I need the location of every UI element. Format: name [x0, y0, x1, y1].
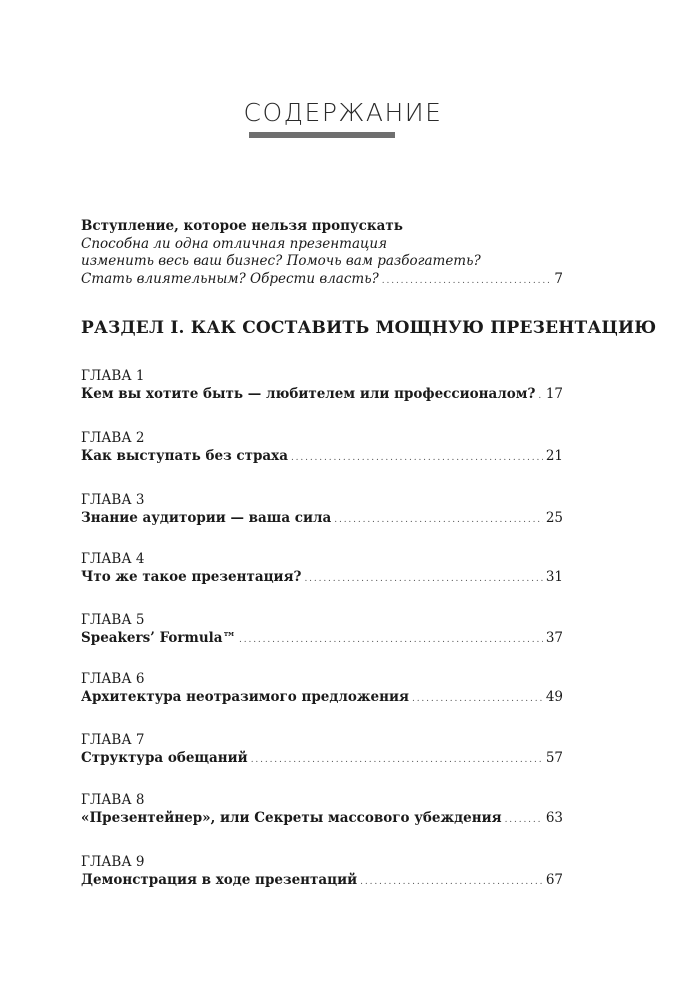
page-number: 67	[545, 872, 563, 888]
dot-leader	[291, 447, 543, 467]
chapter-title: «Презентейнер», или Секреты массового убеждения	[81, 810, 502, 826]
chapter-label: ГЛАВА 6	[81, 671, 145, 687]
chapter-label: ГЛАВА 9	[81, 854, 145, 870]
intro-heading: Вступление, которое нельзя пропускать	[81, 218, 403, 234]
dot-leader	[505, 809, 543, 829]
page-number: 63	[545, 810, 563, 826]
toc-chapter-1[interactable]	[81, 367, 563, 405]
chapter-label: ГЛАВА 7	[81, 732, 145, 748]
page-number: 25	[545, 510, 563, 526]
chapter-title: Знание аудитории — ваша сила	[81, 510, 332, 526]
title-underline-bar	[249, 132, 395, 138]
intro-subtitle-line: Стать влиятельным? Обрести власть?	[81, 270, 379, 287]
chapter-label: ГЛАВА 5	[81, 612, 145, 628]
dot-leader	[239, 629, 543, 649]
chapter-title: Что же такое презентация?	[81, 569, 302, 585]
section-title: РАЗДЕЛ I. КАК СОСТАВИТЬ МОЩНУЮ ПРЕЗЕНТАЦИЮ	[81, 318, 657, 338]
chapter-title: Кем вы хотите быть — любителем или профессионалом?	[81, 386, 536, 402]
chapter-label: ГЛАВА 2	[81, 430, 145, 446]
page-number: 7	[554, 270, 563, 287]
intro-subtitle-line: изменить весь ваш бизнес? Помочь вам разбогатеть?	[81, 253, 481, 269]
page-number: 49	[545, 689, 563, 705]
dot-leader	[412, 688, 543, 708]
chapter-label: ГЛАВА 1	[81, 368, 145, 384]
page-number: 57	[545, 750, 563, 766]
page-title: СОДЕРЖАНИЕ	[243, 98, 443, 127]
page-number: 21	[545, 448, 563, 464]
toc-chapter-6[interactable]	[81, 670, 563, 708]
toc-chapter-2[interactable]	[81, 429, 563, 467]
dot-leader	[334, 509, 543, 529]
toc-chapter-5[interactable]	[81, 611, 563, 649]
dot-leader	[304, 568, 542, 588]
chapter-label: ГЛАВА 8	[81, 792, 145, 808]
toc-chapter-3[interactable]	[81, 491, 563, 529]
intro-entry[interactable]	[81, 218, 563, 290]
toc-chapter-7[interactable]	[81, 731, 563, 769]
dot-leader	[382, 271, 552, 291]
chapter-label: ГЛАВА 4	[81, 551, 145, 567]
chapter-title: Структура обещаний	[81, 750, 248, 766]
toc-chapter-9[interactable]	[81, 853, 563, 891]
page-number: 31	[545, 569, 563, 585]
toc-chapter-8[interactable]	[81, 791, 563, 829]
chapter-title: Speakers’ Formula™	[81, 630, 237, 646]
chapter-label: ГЛАВА 3	[81, 492, 145, 508]
chapter-title: Архитектура неотразимого предложения	[81, 689, 409, 705]
dot-leader	[538, 385, 542, 405]
dot-leader	[360, 871, 543, 891]
page-number: 37	[545, 630, 563, 646]
page-number: 17	[545, 386, 563, 402]
chapter-title: Как выступать без страха	[81, 448, 288, 464]
chapter-title: Демонстрация в ходе презентаций	[81, 872, 358, 888]
toc-chapter-4[interactable]	[81, 550, 563, 588]
intro-subtitle-line: Способна ли одна отличная презентация	[81, 235, 388, 252]
dot-leader	[251, 749, 543, 769]
